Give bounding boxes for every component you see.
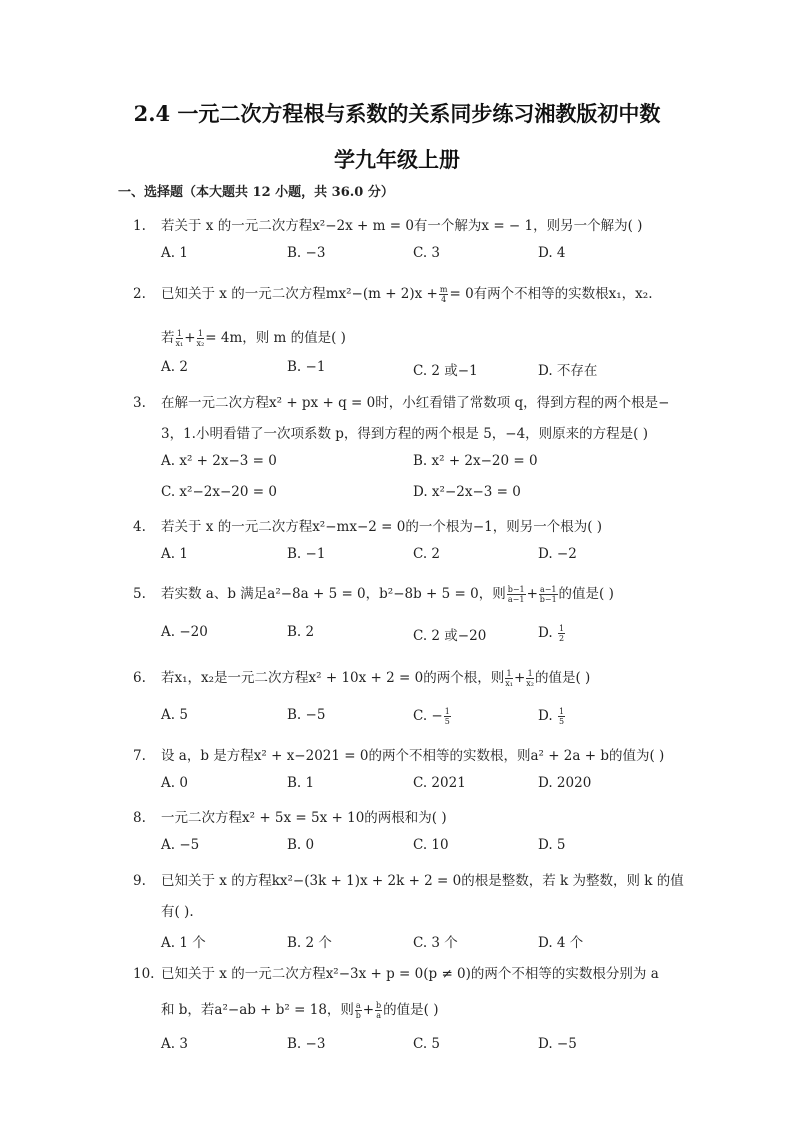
question-number: 4. bbox=[133, 519, 146, 535]
question-2-line2: 若 $\frac{1}{\text{x₁}}$ + $\frac{1}{\text{x₂}}$ = 4m，则 m 的值是( ) bbox=[161, 329, 346, 348]
question-4 bbox=[133, 515, 602, 535]
question-text: 已知关于 x 的方程kx²−(3k + 1)x + 2k + 2 = 0的根是整数，若 k 为整数，则 k 的值 bbox=[161, 873, 684, 889]
option-a: A. 1 bbox=[161, 245, 188, 261]
option-c: C. 2 或−1 bbox=[413, 363, 478, 379]
fraction: $\frac{1}{\text{x₁}}$ bbox=[175, 329, 184, 348]
question-number: 6. bbox=[133, 670, 146, 686]
question-number: 7. bbox=[133, 748, 146, 764]
fraction: $\frac{m}{4}$ bbox=[439, 285, 448, 304]
option-b: B. x² + 2x−20 = 0 bbox=[413, 453, 538, 469]
option-a: A. −20 bbox=[161, 624, 208, 640]
fraction: $\frac{b-1}{a-1}$ bbox=[507, 585, 525, 604]
question-10-line2: 和 b，若a²−ab + b² = 18，则 $\frac{a}{b}$ + $\frac{b}{a}$ 的值是( ) bbox=[161, 1001, 439, 1020]
option-b: B. −1 bbox=[287, 546, 326, 562]
question-9 bbox=[133, 869, 684, 889]
option-d: D. −2 bbox=[538, 546, 577, 562]
fraction: $\frac{1}{5}$ bbox=[444, 707, 450, 726]
question-10 bbox=[133, 962, 659, 982]
option-c: C. 5 bbox=[413, 1036, 441, 1052]
fraction: $\frac{1}{5}$ bbox=[558, 707, 565, 726]
option-d: D. 2020 bbox=[538, 775, 592, 791]
fraction: $\frac{1}{\text{x₁}}$ bbox=[505, 669, 513, 688]
option-a: A. 5 bbox=[161, 707, 188, 723]
fraction: $\frac{a-1}{b-1}$ bbox=[539, 585, 557, 604]
option-d: D. $\frac{1}{5}$ bbox=[538, 707, 565, 726]
fraction: $\frac{a}{b}$ bbox=[355, 1001, 361, 1020]
question-1 bbox=[133, 214, 642, 234]
question-2 bbox=[133, 282, 653, 304]
question-7 bbox=[133, 744, 664, 764]
question-6: 6. 若x₁，x₂是一元二次方程x² + 10x + 2 = 0的两个根，则 $\frac{1}{\text{x₁}}$ + $\frac{1}{\text{x₂}}$ 的值是( ) bbox=[133, 669, 591, 688]
option-b: B. −3 bbox=[287, 245, 326, 261]
question-number: 2. bbox=[133, 286, 146, 302]
page-title-line2: 学九年级上册 bbox=[334, 147, 460, 172]
option-b: B. 1 bbox=[287, 775, 315, 791]
fraction: $\frac{1}{2}$ bbox=[558, 624, 565, 643]
question-text: 若关于 x 的一元二次方程x²−mx−2 = 0的一个根为−1，则另一个根为( ) bbox=[161, 519, 603, 535]
option-a: A. −5 bbox=[161, 837, 200, 853]
option-a: A. 2 bbox=[161, 359, 188, 375]
question-text: 已知关于 x 的一元二次方程mx²−(m + 2)x + bbox=[161, 286, 438, 302]
option-a: A. 1 bbox=[161, 546, 188, 562]
question-text: 设 a，b 是方程x² + x−2021 = 0的两个不相等的实数根，则a² + 2a + b的值为( ) bbox=[161, 748, 665, 764]
option-a: A. 1 个 bbox=[161, 935, 206, 951]
question-text: 已知关于 x 的一元二次方程x²−3x + p = 0(p ≠ 0)的两个不相等的实数根分别为 a bbox=[161, 966, 659, 982]
option-c: C. 2021 bbox=[413, 775, 466, 791]
question-text-cont: = 0有两个不相等的实数根x₁，x₂. bbox=[449, 286, 653, 302]
question-number: 3. bbox=[133, 395, 146, 411]
option-c: C. − $\frac{1}{5}$ bbox=[413, 707, 450, 726]
option-d: D. 4 个 bbox=[538, 935, 584, 951]
question-9-line2: 有( ). bbox=[161, 904, 194, 920]
question-text: 若x₁，x₂是一元二次方程x² + 10x + 2 = 0的两个根，则 bbox=[161, 670, 505, 686]
fraction: $\frac{1}{\text{x₂}}$ bbox=[526, 669, 534, 688]
section-heading: 一、选择题（本大题共 12 小题，共 36.0 分） bbox=[118, 185, 394, 200]
question-5: 5. 若实数 a、b 满足a²−8a + 5 = 0，b²−8b + 5 = 0，则 $\frac{b-1}{a-1}$ + $\frac{a-1}{b-1}$ 的值是( ) bbox=[133, 585, 614, 604]
option-d: D. −5 bbox=[538, 1036, 577, 1052]
option-c: C. 10 bbox=[413, 837, 449, 853]
option-b: B. 0 bbox=[287, 837, 315, 853]
option-c: C. x²−2x−20 = 0 bbox=[161, 484, 277, 500]
question-number: 9. bbox=[133, 873, 146, 889]
option-b: B. −5 bbox=[287, 707, 326, 723]
question-3-line2: 3，1.小明看错了一次项系数 p，得到方程的两个根是 5，−4，则原来的方程是( ) bbox=[161, 426, 649, 442]
option-d: D. x²−2x−3 = 0 bbox=[413, 484, 521, 500]
option-a: A. x² + 2x−3 = 0 bbox=[161, 453, 277, 469]
question-number: 10. bbox=[133, 966, 155, 982]
option-d: D. 5 bbox=[538, 837, 566, 853]
question-text: 若关于 x 的一元二次方程x²−2x + m = 0有一个解为x = − 1，则另一个解为( ) bbox=[161, 218, 643, 234]
question-number: 5. bbox=[133, 586, 146, 602]
page-title-line1: 2.4 一元二次方程根与系数的关系同步练习湘教版初中数 bbox=[133, 101, 661, 126]
question-number: 8. bbox=[133, 810, 146, 826]
option-a: A. 3 bbox=[161, 1036, 188, 1052]
question-text: 在解一元二次方程x² + px + q = 0时，小红看错了常数项 q，得到方程的两个根是− bbox=[161, 395, 670, 411]
question-3 bbox=[133, 391, 669, 411]
option-b: B. 2 bbox=[287, 624, 315, 640]
option-b: B. 2 个 bbox=[287, 935, 332, 951]
option-c: C. 3 个 bbox=[413, 935, 458, 951]
question-text: 若实数 a、b 满足a²−8a + 5 = 0，b²−8b + 5 = 0，则 bbox=[161, 586, 506, 602]
fraction: $\frac{1}{\text{x₂}}$ bbox=[196, 329, 205, 348]
fraction: $\frac{b}{a}$ bbox=[376, 1001, 382, 1020]
option-c: C. 3 bbox=[413, 245, 441, 261]
option-b: B. −3 bbox=[287, 1036, 326, 1052]
question-8 bbox=[133, 806, 447, 826]
option-c: C. 2 bbox=[413, 546, 441, 562]
option-d: D. 不存在 bbox=[538, 363, 598, 379]
question-number: 1. bbox=[133, 218, 146, 234]
option-a: A. 0 bbox=[161, 775, 188, 791]
option-c: C. 2 或−20 bbox=[413, 628, 487, 644]
option-d: D. $\frac{1}{2}$ bbox=[538, 624, 565, 643]
question-text: 一元二次方程x² + 5x = 5x + 10的两根和为( ) bbox=[161, 810, 447, 826]
option-d: D. 4 bbox=[538, 245, 566, 261]
option-b: B. −1 bbox=[287, 359, 326, 375]
